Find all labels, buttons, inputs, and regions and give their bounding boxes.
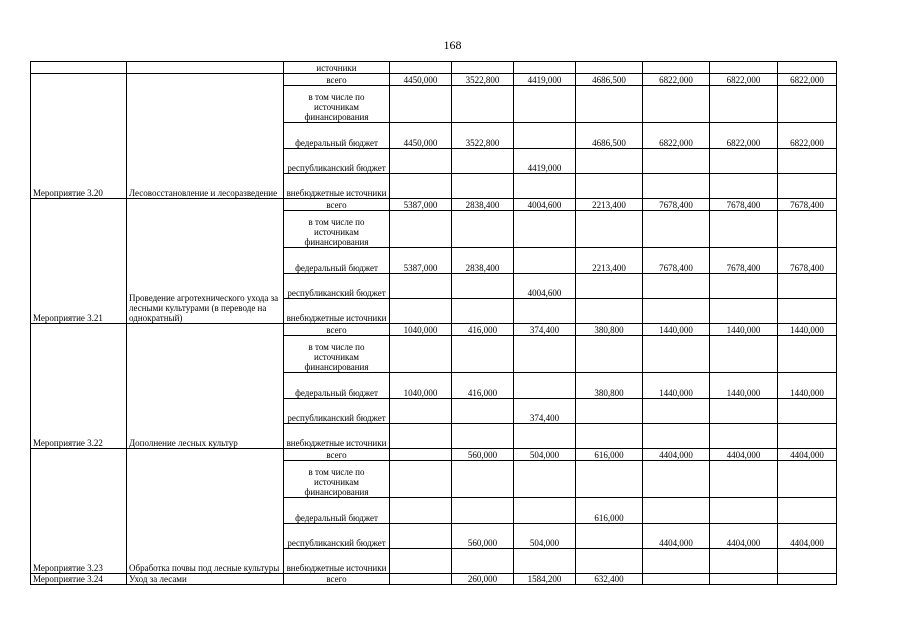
value-cell: 5387,000 — [390, 199, 452, 211]
value-cell: 416,000 — [452, 324, 514, 336]
value-cell — [452, 336, 514, 373]
value-cell — [514, 336, 576, 373]
source-label: федеральный бюджет — [284, 373, 390, 399]
value-cell — [576, 336, 643, 373]
value-cell — [778, 86, 837, 123]
value-cell — [452, 461, 514, 498]
value-cell: 616,000 — [576, 449, 643, 461]
value-cell: 4404,000 — [643, 524, 710, 549]
value-cell: 6822,000 — [778, 123, 837, 149]
value-cell — [452, 399, 514, 424]
value-cell — [390, 449, 452, 461]
value-cell — [576, 424, 643, 449]
value-cell: 4004,600 — [514, 274, 576, 299]
value-cell — [452, 149, 514, 174]
value-cell — [390, 498, 452, 524]
value-cell: 380,800 — [576, 324, 643, 336]
value-cell — [643, 274, 710, 299]
value-cell — [576, 549, 643, 574]
value-cell — [710, 149, 778, 174]
value-cell — [778, 399, 837, 424]
value-cell — [778, 274, 837, 299]
value-cell: 6822,000 — [778, 74, 837, 86]
table-row — [31, 449, 837, 461]
value-cell — [390, 86, 452, 123]
value-cell: 4419,000 — [514, 149, 576, 174]
value-cell: 4450,000 — [390, 123, 452, 149]
value-cell: 1040,000 — [390, 373, 452, 399]
source-label: всего — [284, 74, 390, 86]
source-label: всего — [284, 574, 390, 585]
value-cell — [710, 498, 778, 524]
value-cell — [390, 211, 452, 248]
value-cell: 4686,500 — [576, 123, 643, 149]
source-label: федеральный бюджет — [284, 248, 390, 274]
source-label: республиканский бюджет — [284, 149, 390, 174]
value-cell — [452, 498, 514, 524]
value-cell: 1040,000 — [390, 324, 452, 336]
name-cell — [127, 62, 284, 74]
value-cell — [778, 174, 837, 199]
value-cell — [643, 211, 710, 248]
value-cell: 1440,000 — [778, 373, 837, 399]
value-cell: 3522,800 — [452, 123, 514, 149]
value-cell: 7678,400 — [643, 248, 710, 274]
value-cell: 1440,000 — [778, 324, 837, 336]
value-cell — [778, 211, 837, 248]
value-cell — [576, 299, 643, 324]
value-cell — [452, 62, 514, 74]
name-cell: Проведение агротехнического ухода за лесными культурами (в переводе на однократный) — [127, 199, 284, 324]
source-label: в том числе по источникам финансирования — [284, 86, 390, 123]
value-cell — [710, 211, 778, 248]
value-cell: 3522,800 — [452, 74, 514, 86]
value-cell — [710, 574, 778, 585]
measure-cell — [31, 62, 127, 74]
source-label: внебюджетные источники — [284, 174, 390, 199]
value-cell: 1440,000 — [643, 324, 710, 336]
measure-cell: Мероприятие 3.21 — [31, 199, 127, 324]
value-cell: 2213,400 — [576, 199, 643, 211]
value-cell: 7678,400 — [643, 199, 710, 211]
value-cell — [778, 336, 837, 373]
value-cell — [576, 399, 643, 424]
value-cell — [390, 174, 452, 199]
value-cell: 7678,400 — [710, 199, 778, 211]
value-cell: 4004,600 — [514, 199, 576, 211]
value-cell — [390, 299, 452, 324]
measure-cell: Мероприятие 3.22 — [31, 324, 127, 449]
value-cell — [643, 299, 710, 324]
value-cell: 4419,000 — [514, 74, 576, 86]
measure-cell: Мероприятие 3.24 — [31, 574, 127, 585]
value-cell: 6822,000 — [710, 123, 778, 149]
name-cell: Дополнение лесных культур — [127, 324, 284, 449]
source-label: источники — [284, 62, 390, 74]
value-cell: 4686,500 — [576, 74, 643, 86]
value-cell — [643, 424, 710, 449]
value-cell: 380,800 — [576, 373, 643, 399]
value-cell: 260,000 — [452, 574, 514, 585]
value-cell — [452, 424, 514, 449]
value-cell — [643, 461, 710, 498]
budget-table — [30, 61, 837, 585]
value-cell: 504,000 — [514, 449, 576, 461]
value-cell: 6822,000 — [710, 74, 778, 86]
value-cell: 560,000 — [452, 449, 514, 461]
value-cell: 632,400 — [576, 574, 643, 585]
value-cell — [514, 123, 576, 149]
value-cell: 4404,000 — [643, 449, 710, 461]
value-cell: 1440,000 — [643, 373, 710, 399]
value-cell — [514, 62, 576, 74]
value-cell — [452, 299, 514, 324]
value-cell — [710, 399, 778, 424]
value-cell — [576, 211, 643, 248]
value-cell — [778, 461, 837, 498]
value-cell: 4404,000 — [778, 524, 837, 549]
value-cell — [643, 498, 710, 524]
value-cell: 560,000 — [452, 524, 514, 549]
value-cell: 504,000 — [514, 524, 576, 549]
source-label: внебюджетные источники — [284, 299, 390, 324]
value-cell: 1440,000 — [710, 324, 778, 336]
table-row — [31, 574, 837, 585]
source-label: в том числе по источникам финансирования — [284, 211, 390, 248]
value-cell — [390, 524, 452, 549]
value-cell: 6822,000 — [643, 123, 710, 149]
source-label: внебюджетные источники — [284, 424, 390, 449]
value-cell — [452, 174, 514, 199]
value-cell — [514, 549, 576, 574]
value-cell — [514, 174, 576, 199]
value-cell — [778, 149, 837, 174]
value-cell: 7678,400 — [778, 248, 837, 274]
value-cell — [452, 86, 514, 123]
table-row — [31, 74, 837, 86]
value-cell — [514, 86, 576, 123]
table-row — [31, 62, 837, 74]
source-label: в том числе по источникам финансирования — [284, 336, 390, 373]
value-cell — [390, 549, 452, 574]
value-cell — [576, 86, 643, 123]
value-cell — [576, 149, 643, 174]
value-cell — [778, 299, 837, 324]
value-cell: 2213,400 — [576, 248, 643, 274]
value-cell — [643, 549, 710, 574]
value-cell — [710, 86, 778, 123]
value-cell — [390, 62, 452, 74]
value-cell — [390, 574, 452, 585]
source-label: всего — [284, 324, 390, 336]
value-cell: 2838,400 — [452, 248, 514, 274]
value-cell: 2838,400 — [452, 199, 514, 211]
value-cell — [514, 373, 576, 399]
value-cell: 374,400 — [514, 399, 576, 424]
value-cell — [576, 274, 643, 299]
value-cell — [643, 149, 710, 174]
value-cell — [643, 574, 710, 585]
value-cell — [390, 424, 452, 449]
value-cell — [643, 86, 710, 123]
value-cell: 1440,000 — [710, 373, 778, 399]
value-cell: 7678,400 — [710, 248, 778, 274]
value-cell — [390, 149, 452, 174]
value-cell: 4404,000 — [710, 449, 778, 461]
value-cell — [643, 174, 710, 199]
value-cell — [778, 424, 837, 449]
value-cell — [643, 336, 710, 373]
value-cell — [643, 399, 710, 424]
value-cell — [514, 211, 576, 248]
value-cell — [710, 299, 778, 324]
value-cell — [778, 62, 837, 74]
value-cell — [576, 174, 643, 199]
value-cell — [514, 424, 576, 449]
source-label: федеральный бюджет — [284, 123, 390, 149]
value-cell — [778, 574, 837, 585]
value-cell — [514, 299, 576, 324]
value-cell: 4404,000 — [710, 524, 778, 549]
value-cell — [514, 498, 576, 524]
value-cell: 5387,000 — [390, 248, 452, 274]
table-row — [31, 199, 837, 211]
value-cell — [576, 62, 643, 74]
source-label: республиканский бюджет — [284, 524, 390, 549]
value-cell — [778, 498, 837, 524]
source-label: всего — [284, 449, 390, 461]
source-label: в том числе по источникам финансирования — [284, 461, 390, 498]
value-cell — [514, 461, 576, 498]
table-row — [31, 324, 837, 336]
value-cell — [452, 274, 514, 299]
name-cell: Обработка почвы под лесные культуры — [127, 449, 284, 574]
value-cell — [390, 399, 452, 424]
value-cell: 4404,000 — [778, 449, 837, 461]
value-cell: 374,400 — [514, 324, 576, 336]
value-cell — [452, 211, 514, 248]
value-cell — [778, 549, 837, 574]
source-label: республиканский бюджет — [284, 274, 390, 299]
source-label: республиканский бюджет — [284, 399, 390, 424]
value-cell: 616,000 — [576, 498, 643, 524]
value-cell — [390, 274, 452, 299]
source-label: федеральный бюджет — [284, 498, 390, 524]
page-number: 168 — [443, 38, 462, 52]
value-cell — [710, 336, 778, 373]
value-cell — [514, 248, 576, 274]
value-cell: 1584,200 — [514, 574, 576, 585]
value-cell — [710, 461, 778, 498]
name-cell: Уход за лесами — [127, 574, 284, 585]
source-label: всего — [284, 199, 390, 211]
value-cell: 416,000 — [452, 373, 514, 399]
value-cell — [452, 549, 514, 574]
value-cell — [390, 336, 452, 373]
measure-cell: Мероприятие 3.23 — [31, 449, 127, 574]
value-cell — [710, 174, 778, 199]
value-cell: 6822,000 — [643, 74, 710, 86]
name-cell: Лесовосстановление и лесоразведение — [127, 74, 284, 199]
value-cell — [643, 62, 710, 74]
source-label: внебюджетные источники — [284, 549, 390, 574]
measure-cell: Мероприятие 3.20 — [31, 74, 127, 199]
value-cell — [576, 461, 643, 498]
value-cell — [710, 62, 778, 74]
value-cell — [390, 461, 452, 498]
value-cell — [710, 274, 778, 299]
value-cell — [710, 549, 778, 574]
value-cell: 4450,000 — [390, 74, 452, 86]
value-cell: 7678,400 — [778, 199, 837, 211]
value-cell — [576, 524, 643, 549]
value-cell — [710, 424, 778, 449]
